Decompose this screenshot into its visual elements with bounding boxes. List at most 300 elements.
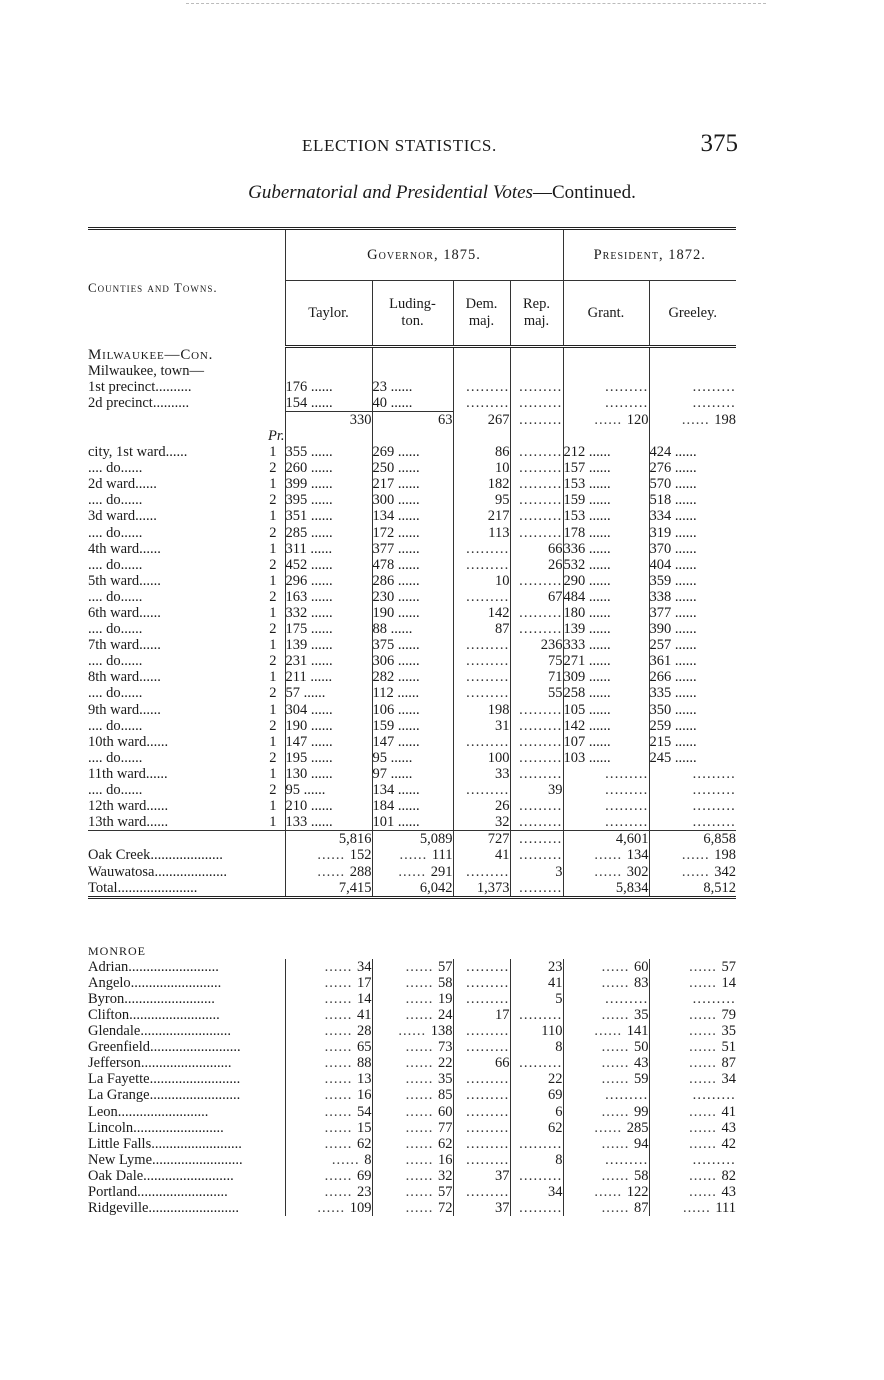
cell-grant: ...... 50 bbox=[563, 1039, 649, 1055]
cell-ludington: 40 ...... bbox=[372, 395, 453, 412]
cell-ludington: 134 ...... bbox=[372, 782, 453, 798]
table-row bbox=[88, 653, 736, 669]
cell-taylor: ...... 8 bbox=[285, 1152, 372, 1168]
table-row bbox=[88, 1007, 736, 1023]
cell-dem-maj: ......... bbox=[453, 1023, 510, 1039]
cell-rep-maj: ......... bbox=[510, 1055, 563, 1071]
row-name: Angelo......................... bbox=[88, 974, 222, 991]
cell-taylor: ...... 54 bbox=[285, 1104, 372, 1120]
row-name: 5th ward...... 1 bbox=[88, 572, 277, 589]
cell-ludington: ...... 60 bbox=[372, 1104, 453, 1120]
cell-ludington: 97 ...... bbox=[372, 766, 453, 782]
table-row bbox=[88, 1200, 736, 1216]
cell-dem-maj: 41 bbox=[453, 847, 510, 863]
cell-ludington: 112 ...... bbox=[372, 685, 453, 701]
row-name: La Fayette......................... bbox=[88, 1071, 241, 1088]
table-row bbox=[88, 959, 736, 975]
cell-ludington: ...... 85 bbox=[372, 1087, 453, 1103]
cell-ludington: 286 ...... bbox=[372, 573, 453, 589]
empty-cell bbox=[285, 428, 372, 444]
town-label: Milwaukee, town— bbox=[88, 362, 204, 379]
row-name: Greenfield......................... bbox=[88, 1039, 241, 1056]
cell-rep-maj: ......... bbox=[510, 750, 563, 766]
cell-greeley: 266 ...... bbox=[649, 669, 736, 685]
table-row bbox=[88, 1087, 736, 1103]
cell-rep-maj: ......... bbox=[510, 444, 563, 460]
cell-dem-maj: ......... bbox=[453, 1184, 510, 1200]
cell-taylor: ...... 34 bbox=[285, 959, 372, 975]
cell-taylor: 231 ...... bbox=[285, 653, 372, 669]
top-scan-rule bbox=[186, 3, 766, 4]
cell-taylor: ...... 62 bbox=[285, 1136, 372, 1152]
cell-taylor: ...... 288 bbox=[285, 864, 372, 880]
cell-dem-maj: 31 bbox=[453, 718, 510, 734]
row-name: .... do...... 2 bbox=[88, 653, 277, 670]
cell-taylor: 190 ...... bbox=[285, 718, 372, 734]
cell-rep-maj: 39 bbox=[510, 782, 563, 798]
table-row bbox=[88, 637, 736, 653]
table-row bbox=[88, 492, 736, 508]
cell-taylor: 260 ...... bbox=[285, 460, 372, 476]
cell-ludington: ...... 35 bbox=[372, 1071, 453, 1087]
table-row bbox=[88, 476, 736, 492]
row-name: Adrian......................... bbox=[88, 958, 219, 975]
cell-greeley: ......... bbox=[649, 395, 736, 412]
cell-greeley: 338 ...... bbox=[649, 589, 736, 605]
cell-grant: ...... 59 bbox=[563, 1071, 649, 1087]
row-name: 13th ward...... 1 bbox=[88, 814, 277, 831]
cell-greeley: 424 ...... bbox=[649, 444, 736, 460]
row-name: 8th ward...... 1 bbox=[88, 669, 277, 686]
cell-ludington: ...... 111 bbox=[372, 847, 453, 863]
cell-dem-maj: ......... bbox=[453, 1087, 510, 1103]
cell-taylor: 351 ...... bbox=[285, 508, 372, 524]
cell-taylor: 95 ...... bbox=[285, 782, 372, 798]
cell-rep-maj: ......... bbox=[510, 847, 563, 863]
cell-greeley: ......... bbox=[649, 798, 736, 814]
cell-grant: 178 ...... bbox=[563, 525, 649, 541]
cell-greeley: ...... 198 bbox=[649, 411, 736, 428]
page-number: 375 bbox=[700, 130, 738, 157]
cell-greeley: ......... bbox=[649, 1087, 736, 1103]
cell-rep-maj: ......... bbox=[510, 411, 563, 428]
table-row bbox=[88, 814, 736, 831]
cell-dem-maj: 17 bbox=[453, 1007, 510, 1023]
cell-greeley: 334 ...... bbox=[649, 508, 736, 524]
table-row bbox=[88, 589, 736, 605]
table-row bbox=[88, 1071, 736, 1087]
cell-rep-maj: 22 bbox=[510, 1071, 563, 1087]
cell-ludington: 306 ...... bbox=[372, 653, 453, 669]
cell-grant: ......... bbox=[563, 766, 649, 782]
cell-dem-maj: ......... bbox=[453, 1104, 510, 1120]
row-name: .... do...... 2 bbox=[88, 556, 277, 573]
header-taylor: Taylor. bbox=[285, 281, 372, 347]
cell-greeley: 361 ...... bbox=[649, 653, 736, 669]
cell-greeley: 276 ...... bbox=[649, 460, 736, 476]
cell-grant: 142 ...... bbox=[563, 718, 649, 734]
cell-grant: 159 ...... bbox=[563, 492, 649, 508]
subtitle-italic: Gubernatorial and Presidential Votes bbox=[248, 182, 533, 203]
empty-cell bbox=[649, 428, 736, 444]
cell-dem-maj: 37 bbox=[453, 1200, 510, 1216]
row-name: 10th ward...... 1 bbox=[88, 733, 277, 750]
cell-taylor: ...... 65 bbox=[285, 1039, 372, 1055]
cell-rep-maj: ......... bbox=[510, 814, 563, 831]
cell-ludington: ...... 77 bbox=[372, 1120, 453, 1136]
cell-dem-maj: 26 bbox=[453, 798, 510, 814]
town-label-row bbox=[88, 363, 736, 379]
milwaukee-section bbox=[88, 347, 736, 445]
cell-taylor: 130 ...... bbox=[285, 766, 372, 782]
cell-rep-maj: ......... bbox=[510, 766, 563, 782]
section-title-monroe: MONROE bbox=[88, 943, 147, 958]
table-row bbox=[88, 1023, 736, 1039]
table-row bbox=[88, 766, 736, 782]
cell-ludington: 106 ...... bbox=[372, 702, 453, 718]
cell-ludington: 23 ...... bbox=[372, 379, 453, 395]
cell-ludington: ...... 73 bbox=[372, 1039, 453, 1055]
cell-dem-maj: ......... bbox=[453, 653, 510, 669]
table-row bbox=[88, 1184, 736, 1200]
cell-dem-maj: ......... bbox=[453, 541, 510, 557]
header-ludington: Luding- ton. bbox=[372, 281, 453, 347]
table-row bbox=[88, 782, 736, 798]
table-row bbox=[88, 1104, 736, 1120]
cell-taylor: 57 ...... bbox=[285, 685, 372, 701]
cell-greeley: ...... 35 bbox=[649, 1023, 736, 1039]
row-name: La Grange......................... bbox=[88, 1087, 241, 1104]
row-name: .... do...... 2 bbox=[88, 621, 277, 638]
cell-ludington: 101 ...... bbox=[372, 814, 453, 831]
cell-taylor: 147 ...... bbox=[285, 734, 372, 750]
header-dem-maj: Dem. maj. bbox=[453, 281, 510, 347]
cell-taylor: ...... 13 bbox=[285, 1071, 372, 1087]
cell-dem-maj: 95 bbox=[453, 492, 510, 508]
table-row bbox=[88, 621, 736, 637]
cell-greeley: 518 ...... bbox=[649, 492, 736, 508]
cell-rep-maj: ......... bbox=[510, 1200, 563, 1216]
row-name: .... do...... 2 bbox=[88, 460, 277, 477]
cell-rep-maj: ......... bbox=[510, 880, 563, 898]
cell-taylor: ...... 152 bbox=[285, 847, 372, 863]
cell-rep-maj: 34 bbox=[510, 1184, 563, 1200]
cell-grant: ...... 285 bbox=[563, 1120, 649, 1136]
row-name: Ridgeville......................... bbox=[88, 1200, 240, 1217]
row-name: Jefferson......................... bbox=[88, 1055, 232, 1072]
running-title: ELECTION STATISTICS. bbox=[302, 136, 497, 155]
cell-rep-maj: ......... bbox=[510, 718, 563, 734]
empty-cell bbox=[510, 428, 563, 444]
table-row bbox=[88, 1120, 736, 1136]
cell-greeley: ......... bbox=[649, 814, 736, 831]
cell-dem-maj: ......... bbox=[453, 557, 510, 573]
empty-cell bbox=[563, 428, 649, 444]
cell-greeley: 8,512 bbox=[649, 880, 736, 898]
pr-label: Pr. bbox=[267, 427, 285, 444]
cell-rep-maj: 3 bbox=[510, 864, 563, 880]
cell-greeley: 335 ...... bbox=[649, 685, 736, 701]
row-name: Clifton......................... bbox=[88, 1006, 220, 1023]
cell-rep-maj: ......... bbox=[510, 379, 563, 395]
cell-dem-maj: 86 bbox=[453, 444, 510, 460]
row-name: Lincoln......................... bbox=[88, 1119, 224, 1136]
cell-dem-maj: ......... bbox=[453, 379, 510, 395]
table-row bbox=[88, 798, 736, 814]
cell-rep-maj: ......... bbox=[510, 476, 563, 492]
cell-dem-maj: ......... bbox=[453, 782, 510, 798]
cell-ludington: 147 ...... bbox=[372, 734, 453, 750]
cell-grant: ......... bbox=[563, 379, 649, 395]
cell-grant: ......... bbox=[563, 814, 649, 831]
cell-greeley: 215 ...... bbox=[649, 734, 736, 750]
cell-rep-maj: ......... bbox=[510, 798, 563, 814]
cell-taylor: ...... 23 bbox=[285, 1184, 372, 1200]
cell-taylor: 211 ...... bbox=[285, 669, 372, 685]
cell-taylor: ...... 16 bbox=[285, 1087, 372, 1103]
cell-ludington: 184 ...... bbox=[372, 798, 453, 814]
row-name: Little Falls......................... bbox=[88, 1135, 242, 1152]
cell-ludington: 134 ...... bbox=[372, 508, 453, 524]
row-name: Leon......................... bbox=[88, 1103, 209, 1120]
cell-rep-maj: 67 bbox=[510, 589, 563, 605]
table-row bbox=[88, 702, 736, 718]
cell-ludington: 250 ...... bbox=[372, 460, 453, 476]
cell-grant: ......... bbox=[563, 395, 649, 412]
cell-taylor: 139 ...... bbox=[285, 637, 372, 653]
cell-grant: ......... bbox=[563, 798, 649, 814]
table-row bbox=[88, 557, 736, 573]
cell-greeley: ...... 34 bbox=[649, 1071, 736, 1087]
cell-taylor: 395 ...... bbox=[285, 492, 372, 508]
cell-ludington: ...... 32 bbox=[372, 1168, 453, 1184]
cell-greeley: ......... bbox=[649, 782, 736, 798]
cell-rep-maj: 62 bbox=[510, 1120, 563, 1136]
cell-greeley: ......... bbox=[649, 766, 736, 782]
cell-grant: ...... 43 bbox=[563, 1055, 649, 1071]
header-counties-and-towns: Counties and Towns. bbox=[88, 280, 218, 296]
cell-greeley: ...... 51 bbox=[649, 1039, 736, 1055]
cell-ludington: 377 ...... bbox=[372, 541, 453, 557]
cell-taylor: 330 bbox=[285, 411, 372, 428]
row-name: Portland......................... bbox=[88, 1184, 228, 1200]
cell-greeley: ......... bbox=[649, 991, 736, 1007]
cell-taylor: 175 ...... bbox=[285, 621, 372, 637]
cell-dem-maj: ......... bbox=[453, 395, 510, 412]
cell-greeley: 245 ...... bbox=[649, 750, 736, 766]
cell-greeley: 259 ...... bbox=[649, 718, 736, 734]
cell-dem-maj: 10 bbox=[453, 573, 510, 589]
table-row bbox=[88, 1039, 736, 1055]
cell-grant: 532 ...... bbox=[563, 557, 649, 573]
table-row bbox=[88, 508, 736, 524]
cell-greeley: ...... 14 bbox=[649, 975, 736, 991]
other-towns-section bbox=[88, 847, 736, 897]
header-governor-group: Governor, 1875. bbox=[285, 229, 563, 281]
cell-grant: ...... 120 bbox=[563, 411, 649, 428]
cell-ludington: 375 ...... bbox=[372, 637, 453, 653]
row-name: .... do...... 2 bbox=[88, 492, 277, 509]
monroe-heading-row bbox=[88, 897, 736, 959]
cell-greeley: 390 ...... bbox=[649, 621, 736, 637]
cell-rep-maj: 66 bbox=[510, 541, 563, 557]
cell-taylor: 399 ...... bbox=[285, 476, 372, 492]
table-row bbox=[88, 847, 736, 863]
cell-grant: 484 ...... bbox=[563, 589, 649, 605]
cell-grant: ...... 35 bbox=[563, 1007, 649, 1023]
row-name: 6th ward...... 1 bbox=[88, 605, 277, 621]
cell-ludington: ...... 138 bbox=[372, 1023, 453, 1039]
cell-greeley: ...... 87 bbox=[649, 1055, 736, 1071]
cell-taylor: ...... 17 bbox=[285, 975, 372, 991]
row-name: 7th ward...... 1 bbox=[88, 637, 277, 654]
cell-greeley: ...... 57 bbox=[649, 959, 736, 975]
cell-greeley: ...... 198 bbox=[649, 847, 736, 863]
cell-ludington: 217 ...... bbox=[372, 476, 453, 492]
cell-ludington: 88 ...... bbox=[372, 621, 453, 637]
cell-taylor: ...... 41 bbox=[285, 1007, 372, 1023]
cell-ludington: 269 ...... bbox=[372, 444, 453, 460]
row-name: 11th ward...... 1 bbox=[88, 765, 277, 782]
cell-greeley: ......... bbox=[649, 379, 736, 395]
ward-section bbox=[88, 444, 736, 847]
table-row bbox=[88, 750, 736, 766]
cell-dem-maj: ......... bbox=[453, 975, 510, 991]
cell-greeley: ...... 43 bbox=[649, 1120, 736, 1136]
cell-ludington: ...... 22 bbox=[372, 1055, 453, 1071]
cell-rep-maj: 41 bbox=[510, 975, 563, 991]
cell-greeley: 350 ...... bbox=[649, 702, 736, 718]
cell-taylor: ...... 88 bbox=[285, 1055, 372, 1071]
row-name: .... do...... 2 bbox=[88, 524, 277, 541]
table-row bbox=[88, 734, 736, 750]
row-name: 4th ward...... 1 bbox=[88, 540, 277, 557]
cell-taylor: 154 ...... bbox=[285, 395, 372, 412]
table-row bbox=[88, 605, 736, 621]
monroe-section bbox=[88, 897, 736, 1216]
cell-taylor: 5,816 bbox=[285, 831, 372, 848]
cell-taylor: ...... 109 bbox=[285, 1200, 372, 1216]
cell-greeley: ...... 342 bbox=[649, 864, 736, 880]
cell-greeley: 6,858 bbox=[649, 831, 736, 848]
row-name: New Lyme......................... bbox=[88, 1151, 243, 1168]
cell-dem-maj: 100 bbox=[453, 750, 510, 766]
cell-rep-maj: ......... bbox=[510, 525, 563, 541]
row-name: 2d precinct.......... bbox=[88, 395, 190, 412]
cell-ludington: ...... 24 bbox=[372, 1007, 453, 1023]
table-row bbox=[88, 864, 736, 880]
cell-rep-maj: ......... bbox=[510, 621, 563, 637]
header-rep-maj: Rep. maj. bbox=[510, 281, 563, 347]
row-name: .... do...... 2 bbox=[88, 685, 277, 702]
empty-cell bbox=[372, 428, 453, 444]
cell-rep-maj: ......... bbox=[510, 492, 563, 508]
cell-rep-maj: 8 bbox=[510, 1152, 563, 1168]
cell-greeley: 359 ...... bbox=[649, 573, 736, 589]
row-name: Oak Creek.................... bbox=[88, 847, 223, 864]
cell-rep-maj: ......... bbox=[510, 573, 563, 589]
cell-grant: 258 ...... bbox=[563, 685, 649, 701]
table-row bbox=[88, 525, 736, 541]
header-greeley: Greeley. bbox=[649, 281, 736, 347]
cell-rep-maj: ......... bbox=[510, 702, 563, 718]
cell-dem-maj: 198 bbox=[453, 702, 510, 718]
cell-ludington: ...... 16 bbox=[372, 1152, 453, 1168]
cell-greeley: 257 ...... bbox=[649, 637, 736, 653]
cell-rep-maj: ......... bbox=[510, 395, 563, 412]
row-name: .... do...... 2 bbox=[88, 588, 277, 605]
cell-greeley: 570 ...... bbox=[649, 476, 736, 492]
cell-dem-maj: 142 bbox=[453, 605, 510, 621]
cell-dem-maj: ......... bbox=[453, 637, 510, 653]
row-name: .... do...... 2 bbox=[88, 782, 277, 799]
cell-grant: ...... 141 bbox=[563, 1023, 649, 1039]
cell-taylor: 304 ...... bbox=[285, 702, 372, 718]
cell-greeley: ...... 43 bbox=[649, 1184, 736, 1200]
cell-taylor: 7,415 bbox=[285, 880, 372, 898]
cell-ludington: ...... 72 bbox=[372, 1200, 453, 1216]
cell-ludington: ...... 57 bbox=[372, 1184, 453, 1200]
row-name: Glendale......................... bbox=[88, 1023, 231, 1040]
cell-taylor: 311 ...... bbox=[285, 541, 372, 557]
cell-dem-maj: ......... bbox=[453, 1039, 510, 1055]
cell-taylor: ...... 28 bbox=[285, 1023, 372, 1039]
empty-cell bbox=[453, 428, 510, 444]
cell-rep-maj: ......... bbox=[510, 605, 563, 621]
cell-dem-maj: ......... bbox=[453, 1136, 510, 1152]
table-row bbox=[88, 1136, 736, 1152]
cell-grant: 290 ...... bbox=[563, 573, 649, 589]
cell-ludington: 478 ...... bbox=[372, 557, 453, 573]
cell-taylor: 195 ...... bbox=[285, 750, 372, 766]
cell-taylor: 285 ...... bbox=[285, 525, 372, 541]
row-name bbox=[88, 411, 285, 428]
row-name: .... do...... 2 bbox=[88, 749, 277, 766]
table-row bbox=[88, 541, 736, 557]
running-head bbox=[0, 130, 884, 166]
cell-dem-maj: 32 bbox=[453, 814, 510, 831]
cell-greeley: ...... 42 bbox=[649, 1136, 736, 1152]
cell-ludington: ...... 62 bbox=[372, 1136, 453, 1152]
table-row bbox=[88, 1055, 736, 1071]
table-row bbox=[88, 685, 736, 701]
cell-dem-maj: 267 bbox=[453, 411, 510, 428]
cell-taylor: 355 ...... bbox=[285, 444, 372, 460]
cell-ludington: 95 ...... bbox=[372, 750, 453, 766]
cell-rep-maj: ......... bbox=[510, 1168, 563, 1184]
cell-grant: ...... 87 bbox=[563, 1200, 649, 1216]
table-row bbox=[88, 991, 736, 1007]
table-row bbox=[88, 718, 736, 734]
cell-dem-maj: 113 bbox=[453, 525, 510, 541]
header-president-group: President, 1872. bbox=[563, 229, 736, 281]
table-row bbox=[88, 379, 736, 395]
cell-rep-maj: ......... bbox=[510, 1007, 563, 1023]
cell-dem-maj: 727 bbox=[453, 831, 510, 848]
cell-greeley: 377 ...... bbox=[649, 605, 736, 621]
table-row bbox=[88, 1152, 736, 1168]
cell-grant: 336 ...... bbox=[563, 541, 649, 557]
row-name: 1st precinct.......... bbox=[88, 378, 192, 395]
cell-greeley: 404 ...... bbox=[649, 557, 736, 573]
row-name: 9th ward...... 1 bbox=[88, 701, 277, 718]
cell-grant: 212 ...... bbox=[563, 444, 649, 460]
cell-ludington: 5,089 bbox=[372, 831, 453, 848]
cell-grant: 309 ...... bbox=[563, 669, 649, 685]
cell-grant: 105 ...... bbox=[563, 702, 649, 718]
table-row bbox=[88, 444, 736, 460]
cell-rep-maj: 110 bbox=[510, 1023, 563, 1039]
